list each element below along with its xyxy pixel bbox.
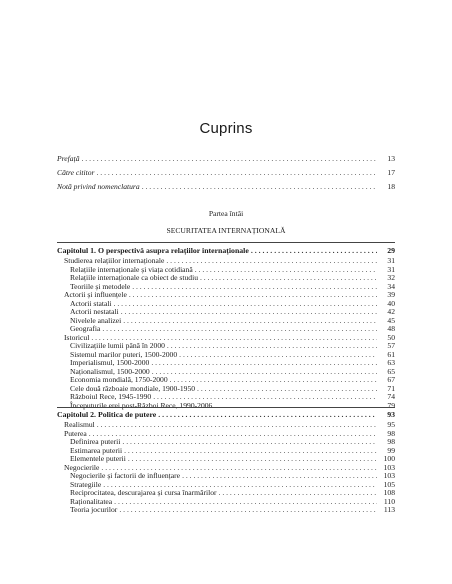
front-matter-list [57, 155, 395, 197]
page-title: Cuprins [199, 120, 253, 137]
toc-entry[interactable] [57, 325, 395, 334]
leader-dots [195, 266, 377, 274]
toc-entry[interactable] [57, 317, 395, 326]
toc-entry-label: Estimarea puterii [70, 445, 123, 455]
leader-dots [153, 393, 377, 401]
toc-entry-page: 13 [387, 154, 395, 163]
toc-entry-page: 113 [383, 505, 395, 514]
toc-entry[interactable] [57, 506, 395, 515]
toc-entry-page: 65 [387, 366, 395, 376]
leader-dots [89, 430, 377, 438]
toc-entry-label: Sistemul marilor puteri, 1500-2000 [70, 349, 178, 359]
leader-dots [103, 481, 377, 489]
toc-entry-label: Către cititor [57, 168, 95, 177]
toc-entry-label: Elementele puterii [70, 454, 126, 463]
toc-entry-page: 108 [383, 488, 395, 497]
leader-dots [219, 489, 377, 497]
toc-entry-label: Istoricul [64, 332, 90, 342]
toc-entry[interactable] [57, 402, 395, 411]
leader-dots [132, 283, 377, 291]
toc-entry-label: Actorii statali [70, 298, 112, 308]
toc-entry-label: Naționalismul, 1500-2000 [70, 366, 150, 376]
leader-dots [158, 411, 377, 419]
toc-entry-page: 40 [387, 298, 395, 308]
toc-entry-page: 39 [387, 290, 395, 299]
toc-chapter-heading[interactable] [57, 411, 395, 421]
toc-entry-label: Negocierile și factorii de influențare [70, 471, 181, 480]
leader-dots [197, 385, 377, 393]
toc-entry-page: 34 [387, 281, 395, 291]
leader-dots [166, 257, 377, 265]
toc-entry-page: 57 [387, 341, 395, 350]
toc-entry-label: Actorii nestatali [70, 307, 119, 316]
toc-entry[interactable] [57, 472, 395, 481]
toc-entry-label: Strategiile [70, 479, 102, 489]
leader-dots [91, 334, 377, 342]
toc-entry-page: 98 [387, 428, 395, 438]
section-divider [57, 407, 395, 408]
leader-dots [128, 455, 377, 463]
leader-dots [121, 308, 377, 316]
leader-dots [167, 342, 377, 350]
part-label: Partea întâi [208, 209, 244, 218]
toc-entry-page: 105 [383, 479, 395, 489]
leader-dots [142, 183, 377, 191]
toc-entry-label: Negocierile [64, 462, 100, 472]
leader-dots [114, 300, 377, 308]
toc-entry-page: 45 [387, 315, 395, 325]
toc-entry-label: Capitolul 2. Politica de putere [57, 410, 157, 419]
leader-dots [123, 317, 377, 325]
toc-entry-label: Cele două războaie mondiale, 1900-1950 [70, 383, 196, 393]
leader-dots [119, 506, 377, 514]
toc-entry[interactable] [57, 421, 395, 430]
toc-entry-label: Relațiile internaționale și viața cotidiană [70, 264, 193, 274]
toc-entry-label: Geografia [70, 324, 101, 333]
leader-dots [170, 376, 377, 384]
leader-dots [152, 368, 377, 376]
toc-entry-label: Economia mondială, 1750-2000 [70, 375, 168, 384]
leader-dots [200, 274, 377, 282]
toc-entry-label: Capitolul 1. O perspectivă asupra relațiilor internaționale [57, 246, 249, 255]
toc-entry-label: Imperialismul, 1500-2000 [70, 358, 150, 367]
toc-entry-page: 74 [387, 392, 395, 401]
toc-entry[interactable] [57, 455, 395, 464]
toc-entry-page: 31 [387, 264, 395, 274]
leader-dots [124, 447, 377, 455]
toc-entry-label: Studierea relațiilor internaționale [64, 256, 165, 265]
toc-entry-label: Notă privind nomenclatura [57, 182, 140, 191]
toc-entry-page: 95 [387, 420, 395, 429]
toc-entry-label: Teoriile și metodele [70, 281, 131, 291]
toc-entry-page: 67 [387, 375, 395, 384]
section-divider [57, 242, 395, 243]
toc-entry-label: Puterea [64, 428, 87, 438]
toc-entry-page: 31 [387, 256, 395, 265]
toc-entry-label: Realismul [64, 420, 95, 429]
toc-entry-page: 93 [387, 410, 395, 419]
leader-dots [151, 359, 377, 367]
chapter-1-list [57, 247, 395, 410]
toc-entry-page: 103 [383, 462, 395, 472]
leader-dots [122, 438, 377, 446]
toc-entry-label: Civilizațiile lumii până în 2000 [70, 341, 165, 350]
toc-entry-page: 103 [383, 471, 395, 480]
leader-dots [102, 325, 377, 333]
toc-entry-to-reader[interactable] [57, 169, 395, 183]
toc-entry-page: 98 [387, 437, 395, 446]
leader-dots [129, 291, 377, 299]
toc-entry-label: Actorii și influențele [64, 290, 127, 299]
chapter-2-list [57, 411, 395, 515]
toc-entry-page: 79 [387, 400, 395, 410]
leader-dots [114, 498, 377, 506]
toc-entry-label: Începuturile erei post-Război Rece, 1990-2006 [70, 400, 213, 410]
toc-entry-label: Relațiile internaționale ca obiect de studiu [70, 273, 198, 282]
leader-dots [82, 155, 378, 163]
toc-entry-page: 18 [387, 182, 395, 191]
toc-entry-label: Reciprocitatea, descurajarea și cursa înarmărilor [70, 488, 217, 497]
toc-entry-page: 71 [387, 383, 395, 393]
part-title: SECURITATEA INTERNAȚIONALĂ [166, 226, 286, 235]
toc-entry-nomenclature[interactable] [57, 183, 395, 197]
toc-entry-label: Definirea puterii [70, 437, 121, 446]
toc-entry-page: 32 [387, 273, 395, 282]
toc-entry-page: 48 [387, 324, 395, 333]
leader-dots [179, 351, 377, 359]
leader-dots [101, 464, 377, 472]
toc-entry-page: 110 [383, 496, 395, 506]
toc-entry-label: Războiul Rece, 1945-1990 [70, 392, 152, 401]
leader-dots [182, 472, 377, 480]
toc-entry-page: 99 [387, 445, 395, 455]
toc-entry-page: 42 [387, 307, 395, 316]
toc-entry-page: 17 [387, 168, 395, 177]
leader-dots [97, 421, 377, 429]
toc-entry-label: Raționalitatea [70, 496, 113, 506]
leader-dots [251, 247, 377, 255]
toc-entry-page: 50 [387, 332, 395, 342]
toc-entry-page: 63 [387, 358, 395, 367]
toc-entry-label: Nivelele analizei [70, 315, 122, 325]
leader-dots [96, 169, 377, 177]
toc-entry-page: 100 [383, 454, 395, 463]
toc-entry-label: Teoria jocurilor [70, 505, 118, 514]
toc-entry-page: 29 [387, 246, 395, 255]
toc-entry-label: Prefață [57, 154, 80, 163]
toc-entry-preface[interactable] [57, 155, 395, 169]
toc-entry-page: 61 [387, 349, 395, 359]
